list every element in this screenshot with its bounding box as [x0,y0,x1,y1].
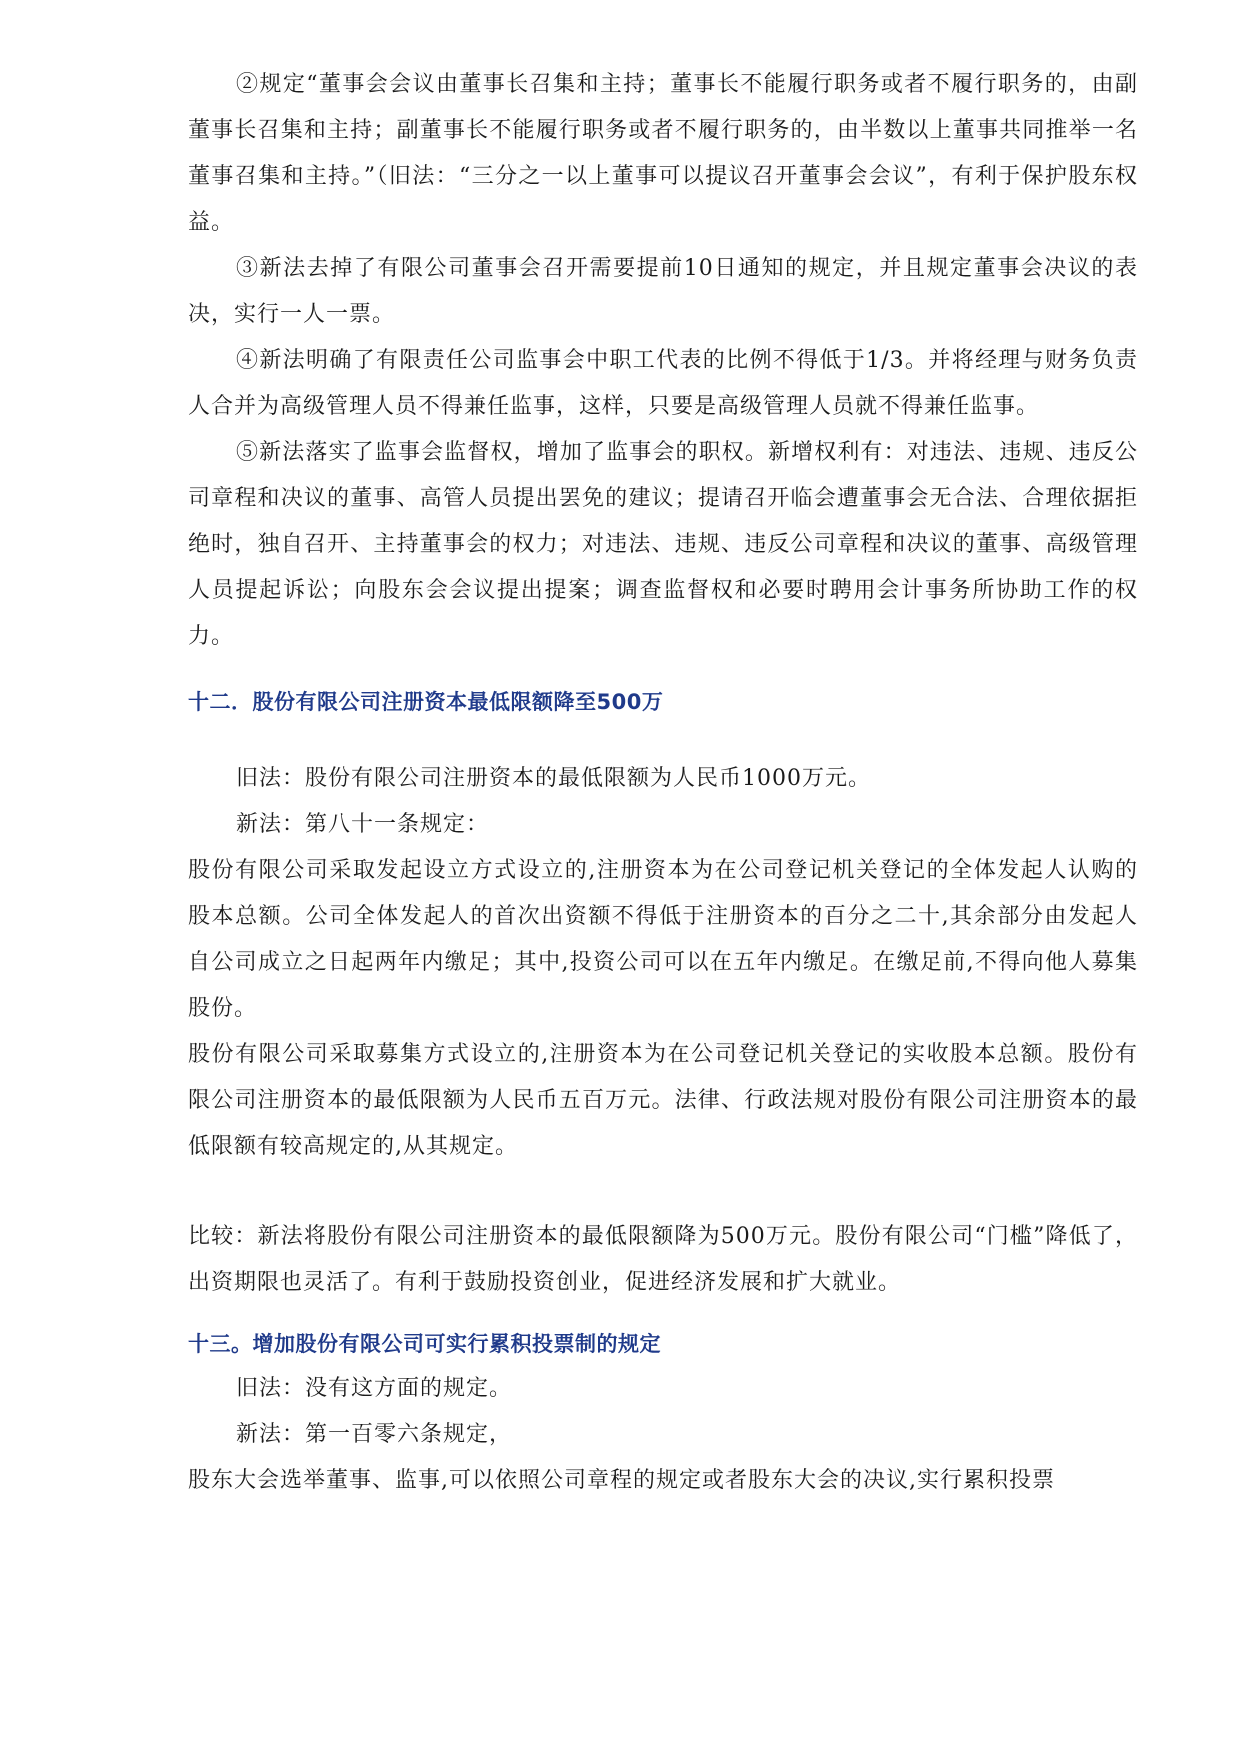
section-12-old-law: 旧法：股份有限公司注册资本的最低限额为人民币1000万元。 [236,766,871,791]
paragraph-item-2: ②规定“董事会会议由董事长召集和主持；董事长不能履行职务或者不履行职务的，由副董事长召集和主持；副董事长不能履行职务或者不履行职务的，由半数以上董事共同推举一名董事召集和主持。”（旧法：“三分之一以上董事可以提议召开董事会会议”，有利于保护股东权益。 [188,72,1138,235]
section-12-heading: 十二．股份有限公司注册资本最低限额降至500万 [188,690,664,714]
section-13-clause-1: 股东大会选举董事、监事,可以依照公司章程的规定或者股东大会的决议,实行累积投票 [188,1468,1055,1493]
spacer [188,1170,1138,1214]
section-12-clause-1: 股份有限公司采取发起设立方式设立的,注册资本为在公司登记机关登记的全体发起人认购的股本总额。公司全体发起人的首次出资额不得低于注册资本的百分之二十,其余部分由发起人自公司成立之日起两年内缴足；其中,投资公司可以在五年内缴足。在缴足前,不得向他人募集股份。 [188,858,1138,1021]
section-12-clause-2: 股份有限公司采取募集方式设立的,注册资本为在公司登记机关登记的实收股本总额。股份有限公司注册资本的最低限额为人民币五百万元。法律、行政法规对股份有限公司注册资本的最低限额有较高规定的,从其规定。 [188,1042,1138,1159]
section-13-old-law: 旧法：没有这方面的规定。 [236,1376,513,1401]
section-12-new-law: 新法：第八十一条规定： [236,812,490,837]
section-12-comparison: 比较：新法将股份有限公司注册资本的最低限额降为500万元。股份有限公司“门槛”降低了，出资期限也灵活了。有利于鼓励投资创业，促进经济发展和扩大就业。 [188,1224,1138,1295]
paragraph-item-3: ③新法去掉了有限公司董事会召开需要提前10日通知的规定，并且规定董事会决议的表决，实行一人一票。 [188,256,1138,327]
paragraph-item-5: ⑤新法落实了监事会监督权，增加了监事会的职权。新增权利有：对违法、违规、违反公司章程和决议的董事、高管人员提出罢免的建议；提请召开临会遭董事会无合法、合理依据拒绝时，独自召开、主持董事会的权力；对违法、违规、违反公司章程和决议的董事、高级管理人员提起诉讼；向股东会会议提出提案；调查监督权和必要时聘用会计事务所协助工作的权力。 [188,440,1138,649]
section-13-new-law: 新法：第一百零六条规定， [236,1422,513,1447]
section-13-heading: 十三。增加股份有限公司可实行累积投票制的规定 [188,1332,661,1356]
paragraph-item-4: ④新法明确了有限责任公司监事会中职工代表的比例不得低于1/3。并将经理与财务负责人合并为高级管理人员不得兼任监事，这样，只要是高级管理人员就不得兼任监事。 [188,348,1138,419]
document-page [188,62,1138,1504]
